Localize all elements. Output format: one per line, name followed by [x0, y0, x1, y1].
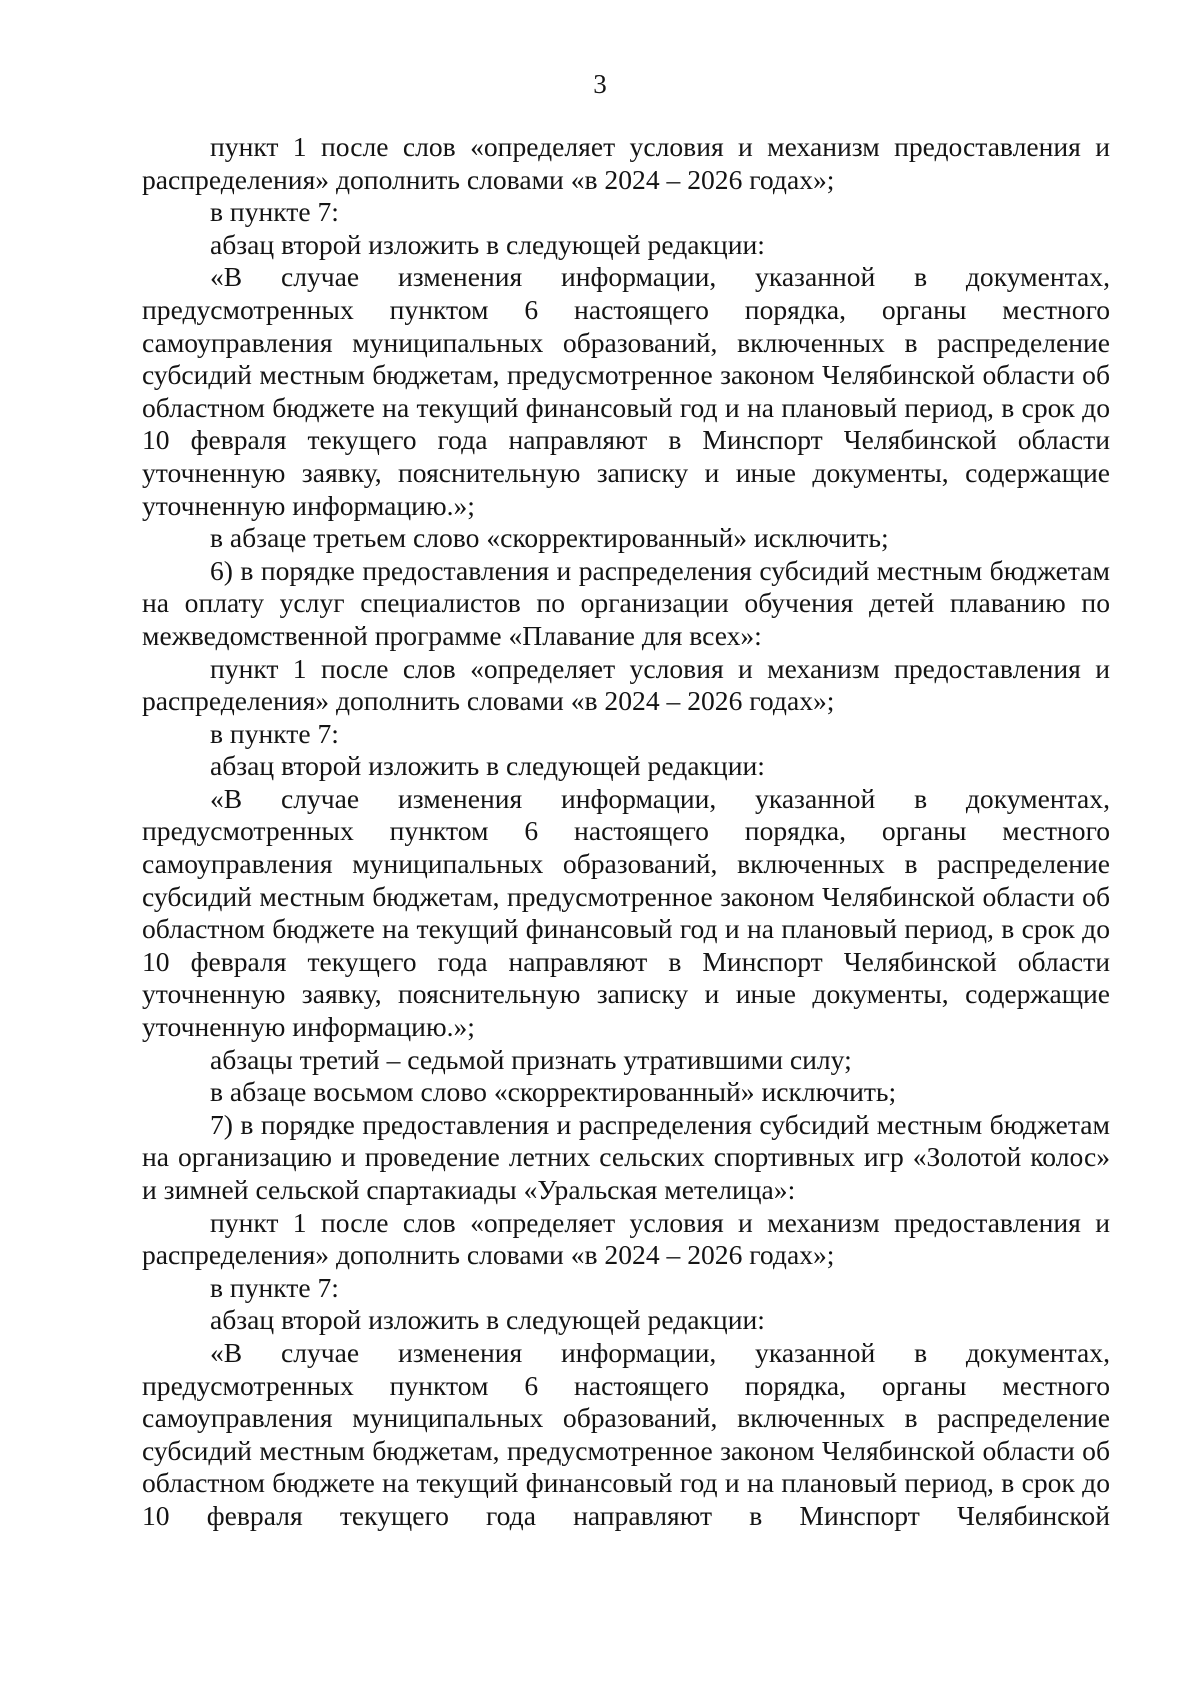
paragraph: абзац второй изложить в следующей редакции: [210, 228, 765, 260]
paragraph: в абзаце восьмом слово «скорректированный» исключить; [210, 1076, 897, 1108]
paragraph-item-6: 6) в порядке предоставления и распределения субсидий местным бюджетам на оплату услуг специалистов по организации обучения детей плаванию по межведомственной программе «Плавание для всех»: [142, 554, 1110, 651]
paragraph: пункт 1 после слов «определяет условия и механизм предоставления и распределения» дополнить словами «в 2024 – 2026 годах»; [142, 652, 1110, 717]
paragraph: абзацы третий – седьмой признать утратившими силу; [210, 1043, 852, 1075]
paragraph: в абзаце третьем слово «скорректированный» исключить; [210, 522, 889, 554]
document-body [142, 131, 1110, 1533]
paragraph: в пункте 7: [210, 1271, 339, 1303]
paragraph: в пункте 7: [210, 717, 339, 749]
page-number: 3 [593, 69, 607, 99]
paragraph: абзац второй изложить в следующей редакции: [210, 750, 765, 782]
paragraph: пункт 1 после слов «определяет условия и механизм предоставления и распределения» дополнить словами «в 2024 – 2026 годах»; [142, 131, 1110, 195]
paragraph-item-7: 7) в порядке предоставления и распределения субсидий местным бюджетам на организацию и проведение летних сельских спортивных игр «Золотой колос» и зимней сельской спартакиады «Уральская метелица»: [142, 1108, 1110, 1205]
paragraph: в пункте 7: [210, 196, 339, 228]
paragraph-quote: «В случае изменения информации, указанной в документах, предусмотренных пунктом 6 настоящего порядка, органы местного самоуправления муниципальных образований, включенных в распределение субсидий местным бюджетам, предусмотренное законом Челябинской области об областном бюджете на текущий финансовый год и на плановый период, в срок до 10 февраля текущего года направляют в Минспорт Челябинской области уточненную заявку, пояснительную записку и иные документы, содержащие уточненную информацию.»; [142, 782, 1110, 1043]
paragraph-quote: «В случае изменения информации, указанной в документах, предусмотренных пунктом 6 настоящего порядка, органы местного самоуправления муниципальных образований, включенных в распределение субсидий местным бюджетам, предусмотренное законом Челябинской области об областном бюджете на текущий финансовый год и на плановый период, в срок до 10 февраля текущего года направляют в Минспорт Челябинской [142, 1336, 1110, 1531]
paragraph: пункт 1 после слов «определяет условия и механизм предоставления и распределения» дополнить словами «в 2024 – 2026 годах»; [142, 1206, 1110, 1271]
paragraph-quote: «В случае изменения информации, указанной в документах, предусмотренных пунктом 6 настоящего порядка, органы местного самоуправления муниципальных образований, включенных в распределение субсидий местным бюджетам, предусмотренное законом Челябинской области об областном бюджете на текущий финансовый год и на плановый период, в срок до 10 февраля текущего года направляют в Минспорт Челябинской области уточненную заявку, пояснительную записку и иные документы, содержащие уточненную информацию.»; [142, 261, 1110, 521]
paragraph: абзац второй изложить в следующей редакции: [210, 1304, 765, 1336]
